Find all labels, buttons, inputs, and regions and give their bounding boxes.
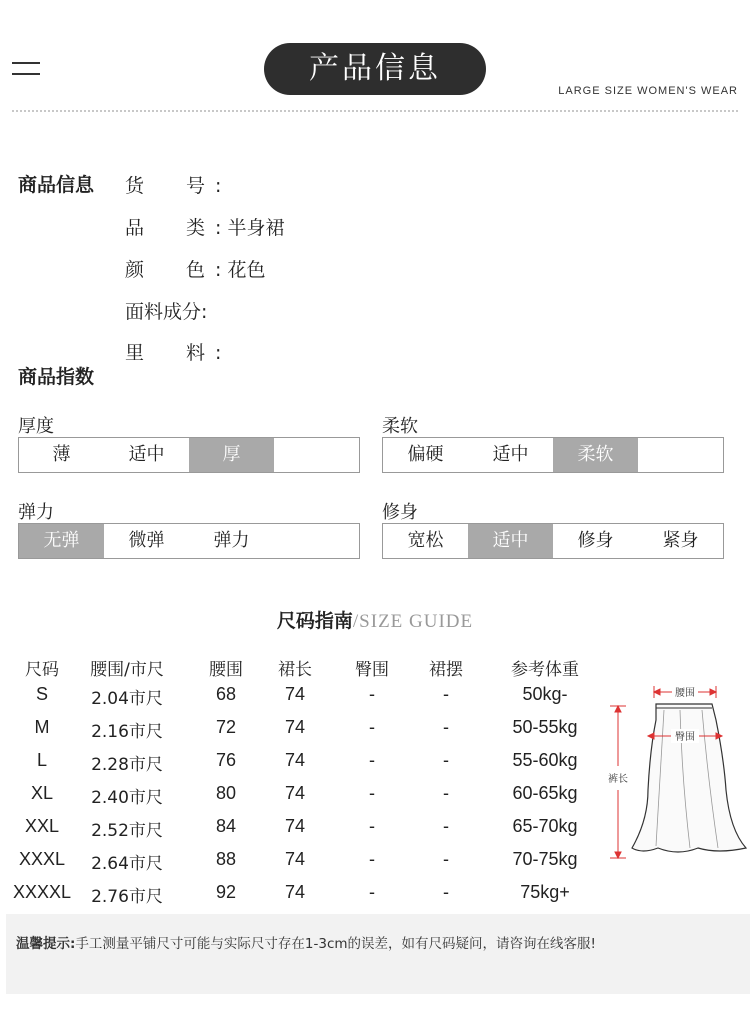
index-label-thickness: 厚度: [18, 416, 54, 437]
info-key: [125, 213, 215, 240]
size-table-header: 裙长: [278, 660, 312, 680]
index-option: [638, 438, 723, 472]
index-bar-fit: [382, 523, 724, 559]
size-table-cell: -: [443, 750, 449, 770]
index-option: 偏硬: [407, 444, 444, 465]
size-table-cell: 2.40市尺: [91, 788, 163, 808]
hip-label: 臀围: [675, 732, 695, 743]
info-colon: :: [215, 217, 222, 239]
info-value: 花色: [227, 259, 266, 281]
size-table-header: 裙摆: [429, 660, 463, 680]
size-table-cell: M: [34, 717, 50, 737]
size-guide-title-en: /SIZE GUIDE: [352, 611, 474, 632]
size-table-cell: 80: [215, 783, 237, 803]
tip-lead: 温馨提示:: [16, 936, 76, 952]
info-colon: :: [215, 175, 222, 197]
header-subtitle: LARGE SIZE WOMEN'S WEAR: [558, 85, 738, 97]
size-table-cell: 55-60kg: [512, 750, 578, 770]
size-table-cell: -: [369, 882, 375, 902]
info-value: 半身裙: [227, 217, 285, 239]
size-table-cell: 74: [284, 849, 306, 869]
info-key: [125, 171, 215, 198]
size-table-header: 尺码: [25, 660, 59, 680]
info-row-fabric: [125, 297, 207, 324]
size-table-cell: 50-55kg: [512, 717, 578, 737]
size-table-cell: XXXL: [18, 849, 66, 869]
size-table-header: 臀围: [355, 660, 389, 680]
size-table-header: 腰围/市尺: [90, 660, 164, 680]
size-table-cell: 2.16市尺: [91, 722, 163, 742]
size-table-cell: 74: [284, 717, 306, 737]
index-option: 薄: [52, 444, 71, 465]
info-row-item-no: [125, 171, 221, 198]
index-option: 弹力: [213, 530, 250, 551]
skirt-diagram: [598, 680, 748, 870]
size-table-cell: XXL: [24, 816, 60, 836]
size-table-cell: 76: [215, 750, 237, 770]
size-table-cell: 70-75kg: [512, 849, 578, 869]
size-table-cell: 2.64市尺: [91, 854, 163, 874]
index-option: 无弹: [19, 524, 104, 558]
index-option: 适中: [468, 524, 553, 558]
size-table-cell: 2.76市尺: [91, 887, 163, 907]
size-table-cell: -: [443, 816, 449, 836]
size-table-cell: 74: [284, 783, 306, 803]
info-key-char: 号: [186, 175, 206, 197]
size-table-cell: -: [369, 750, 375, 770]
size-table-cell: 74: [284, 816, 306, 836]
size-table-cell: 74: [284, 684, 306, 704]
waist-label: 腰围: [675, 688, 695, 699]
index-label-fit: 修身: [382, 502, 418, 523]
divider: [12, 110, 738, 112]
info-key-char: 类: [186, 217, 206, 239]
size-table-cell: 88: [215, 849, 237, 869]
size-table-header: 参考体重: [511, 660, 579, 680]
size-table-cell: -: [443, 717, 449, 737]
index-option: 微弹: [128, 530, 165, 551]
size-table-cell: -: [369, 849, 375, 869]
size-table-cell: 2.04市尺: [91, 689, 163, 709]
index-option: 宽松: [407, 530, 444, 551]
tip-box: [6, 914, 750, 994]
size-table-cell: 68: [215, 684, 237, 704]
info-row-color: [125, 255, 265, 282]
info-key-char: 货: [125, 175, 145, 197]
index-option: [274, 438, 359, 472]
index-option: 适中: [492, 444, 529, 465]
size-table-cell: 50kg-: [522, 684, 568, 704]
size-table-cell: 60-65kg: [512, 783, 578, 803]
product-index-heading: 商品指数: [18, 366, 95, 388]
info-key-char: 色: [186, 259, 206, 281]
index-bar-thickness: [18, 437, 360, 473]
info-key: [125, 255, 215, 282]
info-row-lining: [125, 338, 221, 365]
info-key-char: 品: [125, 217, 145, 239]
size-table-cell: 75kg+: [520, 882, 570, 902]
index-option: [274, 524, 359, 558]
size-table-cell: -: [369, 717, 375, 737]
info-key: [125, 338, 215, 365]
info-colon: :: [215, 342, 222, 364]
size-table-cell: 2.28市尺: [91, 755, 163, 775]
menu-icon[interactable]: [12, 62, 40, 76]
index-option: 厚: [189, 438, 274, 472]
index-label-softness: 柔软: [382, 416, 418, 437]
size-guide-title-cn: 尺码指南: [276, 610, 353, 632]
length-label: 裤长: [608, 774, 628, 785]
info-key: 面料成分: [125, 301, 202, 323]
size-table-cell: XL: [30, 783, 54, 803]
size-table-cell: -: [443, 849, 449, 869]
info-row-category: [125, 213, 284, 240]
page-title: 产品信息: [264, 43, 486, 95]
info-colon: :: [201, 301, 208, 323]
size-table-cell: 92: [215, 882, 237, 902]
index-bar-softness: [382, 437, 724, 473]
size-table-cell: -: [369, 684, 375, 704]
size-table-cell: XXXXL: [12, 882, 72, 902]
index-option: 适中: [128, 444, 165, 465]
size-table-cell: S: [35, 684, 48, 704]
size-table-cell: 65-70kg: [512, 816, 578, 836]
info-key-char: 颜: [125, 259, 145, 281]
info-key-char: 料: [186, 342, 206, 364]
size-guide-title: [0, 606, 750, 633]
size-table-cell: -: [443, 783, 449, 803]
size-table-cell: -: [443, 684, 449, 704]
index-option: 修身: [577, 530, 614, 551]
product-info-heading: 商品信息: [18, 174, 95, 196]
info-colon: :: [215, 259, 222, 281]
size-table-cell: 74: [284, 882, 306, 902]
size-table-cell: -: [369, 816, 375, 836]
size-table-cell: 74: [284, 750, 306, 770]
info-key-char: 里: [125, 342, 145, 364]
size-table-cell: 72: [215, 717, 237, 737]
size-table-cell: -: [369, 783, 375, 803]
size-table-cell: 2.52市尺: [91, 821, 163, 841]
index-option: 柔软: [553, 438, 638, 472]
size-table-header: 腰围: [209, 660, 243, 680]
skirt-shape: [632, 704, 746, 852]
size-table-cell: 84: [215, 816, 237, 836]
index-label-elasticity: 弹力: [18, 502, 54, 523]
tip-text: 手工测量平铺尺寸可能与实际尺寸存在1-3cm的误差，如有尺码疑问，请咨询在线客服!: [75, 936, 596, 952]
index-bar-elasticity: [18, 523, 360, 559]
size-table-cell: -: [443, 882, 449, 902]
size-table-cell: L: [36, 750, 47, 770]
index-option: 紧身: [662, 530, 699, 551]
